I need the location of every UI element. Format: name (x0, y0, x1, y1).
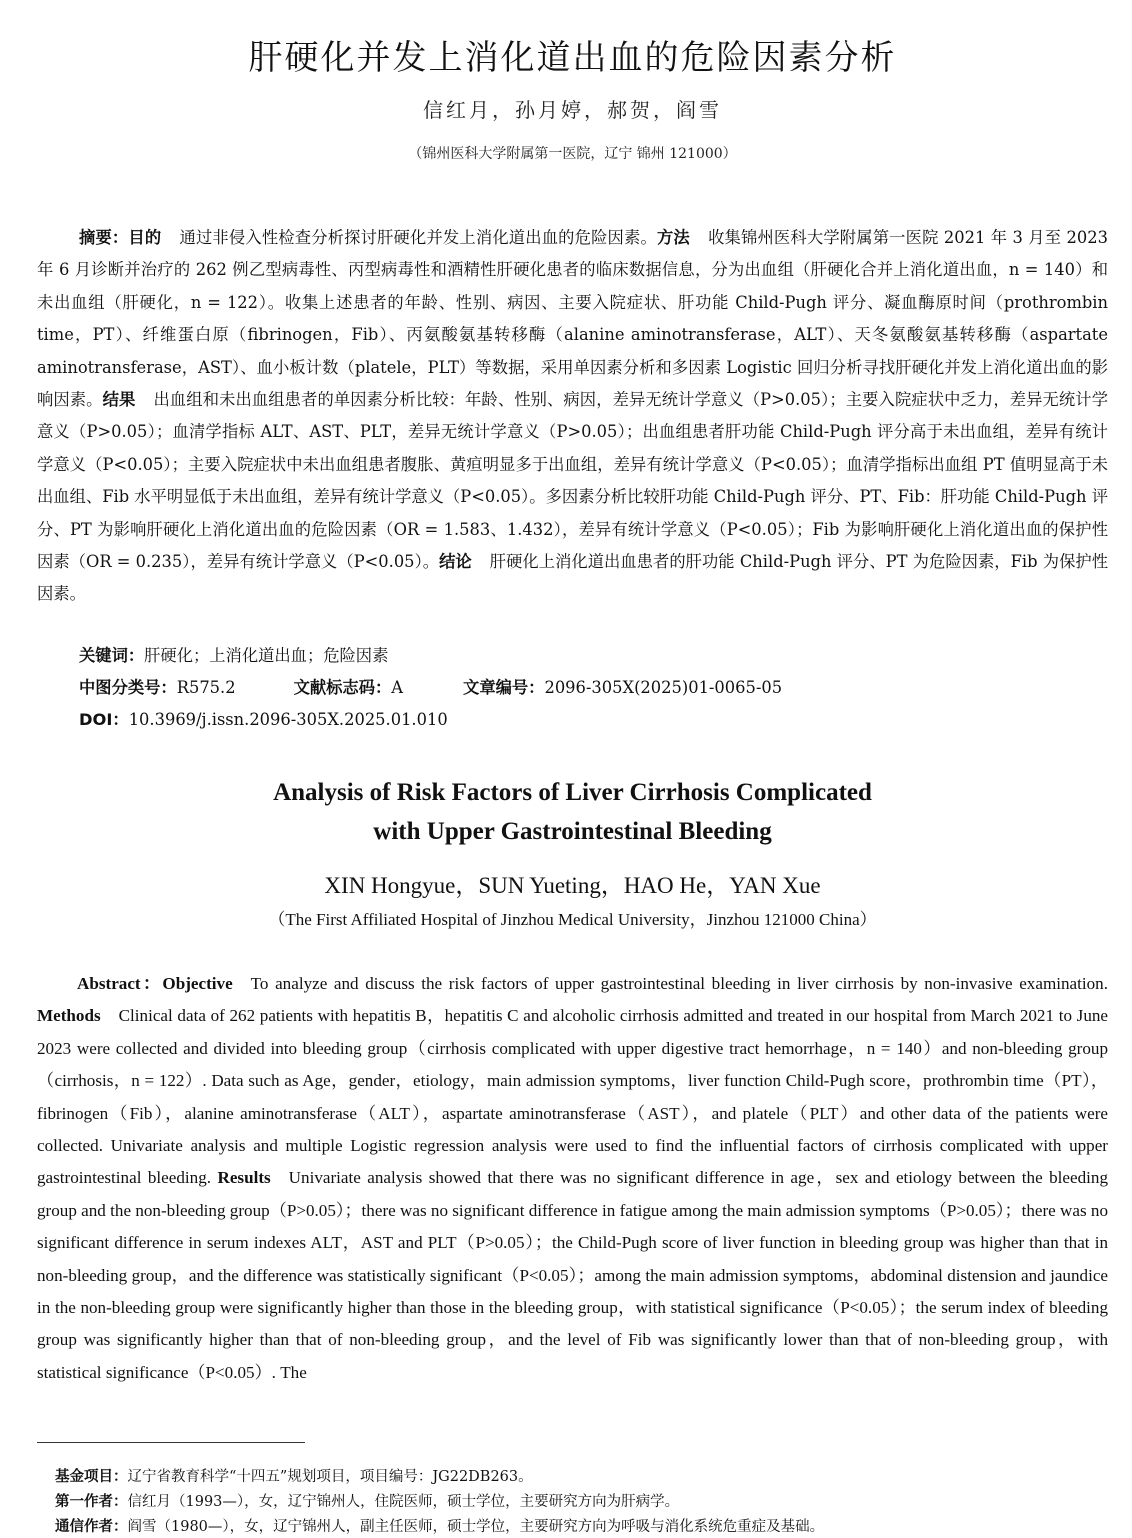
results-label-zh: 结果 (102, 390, 136, 410)
objective-label-zh: 目的 (128, 228, 162, 247)
results-text-en: Univariate analysis showed that there was no significant difference in age，sex and etiology between the bleeding group and the non-bleeding group（P>0.05）；there was no significant difference in fatigue among the main admission symptoms（P>0.05）；there was no significant difference in serum indexes ALT，AST and PLT（P>0.05）；the Child-Pugh score of liver function in bleeding group was higher than that in non-bleeding group，and the difference was statistically significant（P<0.05）；among the main admission symptoms，abdominal distension and jaundice in the non-bleeding group were significantly higher than those in the bleeding group，with statistical significance（P<0.05）；the serum index of bleeding group was significantly higher than that of non-bleeding group，and the level of Fib was significantly lower than that of non-bleeding group，with statistical significance（P<0.05）. The (37, 1168, 1108, 1382)
results-text-zh: 出血组和未出血组患者的单因素分析比较：年龄、性别、病因，差异无统计学意义（P>0.05）；主要入院症状中乏力，差异无统计学意义（P>0.05）；血清学指标 ALT、AST、PLT，差异无统计学意义（P>0.05）；出血组患者肝功能 Child-Pugh 评分高于未出血组，差异有统计学意义（P<0.05）；主要入院症状中未出血组患者腹胀、黄疸明显多于出血组，差异有统计学意义（P<0.05）；血清学指标出血组 PT 值明显高于未出血组、Fib 水平明显低于未出血组，差异有统计学意义（P<0.05）。多因素分析比较肝功能 Child-Pugh 评分、PT、Fib：肝功能 Child-Pugh 评分、PT 为影响肝硬化上消化道出血的危险因素（OR = 1.583、1.432），差异有统计学意义（P<0.05）；Fib 为影响肝硬化上消化道出血的保护性因素（OR = 0.235），差异有统计学意义（P<0.05）。 (37, 390, 1108, 572)
english-title-line-1: Analysis of Risk Factors of Liver Cirrhosis Complicated (273, 779, 872, 806)
english-authors: XIN Hongyue，SUN Yueting，HAO He，YAN Xue (324, 873, 821, 898)
keywords-line (79, 642, 388, 666)
corresponding-author-footnote (55, 1515, 824, 1536)
chinese-affiliation: （锦州医科大学附属第一医院，辽宁 锦州 121000） (408, 146, 737, 162)
keywords-text: 肝硬化；上消化道出血；危险因素 (144, 646, 389, 665)
methods-label-en: Methods (37, 1006, 101, 1026)
chinese-authors: 信红月，孙月婷，郝贺，阎雪 (423, 98, 722, 122)
article-no-value: 2096-305X(2025)01-0065-05 (544, 678, 783, 697)
fund-footnote (55, 1465, 533, 1486)
conclusion-label-zh: 结论 (439, 552, 472, 572)
conclusion-text-zh: 肝硬化上消化道出血患者的肝功能 Child-Pugh 评分、PT 为危险因素，Fib 为保护性因素。 (37, 552, 1108, 604)
english-abstract (37, 968, 1108, 1389)
classification-line (79, 674, 782, 698)
first-author-footnote (55, 1490, 679, 1511)
fund-text: 辽宁省教育科学“十四五”规划项目，项目编号：JG22DB263。 (127, 1469, 533, 1485)
doc-code-value: A (391, 678, 404, 697)
clc-label: 中图分类号： (79, 678, 177, 697)
keywords-label: 关键词： (79, 646, 145, 665)
corresponding-label: 通信作者： (55, 1519, 128, 1535)
results-label-en: Results (217, 1168, 271, 1188)
english-affiliation: （The First Affiliated Hospital of Jinzhou Medical University，Jinzhou 121000 China） (268, 910, 877, 929)
article-no-label: 文章编号： (463, 678, 545, 697)
objective-label-en: Objective (162, 974, 233, 993)
doc-code-label: 文献标志码： (293, 678, 392, 697)
doi-label: DOI： (79, 710, 129, 729)
first-author-text: 信红月（1993—），女，辽宁锦州人，住院医师，硕士学位，主要研究方向为肝病学。 (127, 1494, 680, 1510)
abstract-label-zh: 摘要： (79, 228, 129, 247)
english-title (37, 773, 1108, 851)
methods-label-zh: 方法 (656, 228, 690, 247)
english-title-line-2: with Upper Gastrointestinal Bleeding (373, 818, 772, 845)
chinese-abstract (37, 222, 1108, 611)
corresponding-text: 阎雪（1980—），女，辽宁锦州人，副主任医师，硕士学位，主要研究方向为呼吸与消化系统危重症及基础。 (127, 1519, 825, 1535)
chinese-title: 肝硬化并发上消化道出血的危险因素分析 (248, 38, 897, 78)
fund-label: 基金项目： (55, 1469, 128, 1485)
first-author-label: 第一作者： (55, 1494, 128, 1510)
methods-text-zh: 收集锦州医科大学附属第一医院 2021 年 3 月至 2023 年 6 月诊断并治疗的 262 例乙型病毒性、丙型病毒性和酒精性肝硬化患者的临床数据信息，分为出血组（肝硬化合并上消化道出血，n = 140）和未出血组（肝硬化，n = 122）。收集上述患者的年龄、性别、病因、主要入院症状、肝功能 Child-Pugh 评分、凝血酶原时间（prothrombin time，PT）、纤维蛋白原（fibrinogen，Fib）、丙氨酸氨基转移酶（alanine aminotransferase，ALT）、天冬氨酸氨基转移酶（aspartate aminotransferase，AST）、血小板计数（platele，PLT）等数据，采用单因素分析和多因素 Logistic 回归分析寻找肝硬化并发上消化道出血的影响因素。 (37, 228, 1108, 410)
abstract-label-en: Abstract： (77, 974, 163, 993)
methods-text-en: Clinical data of 262 patients with hepatitis B，hepatitis C and alcoholic cirrhosis admitted and treated in our hospital from March 2021 to June 2023 were collected and divided into bleeding group（cirrhosis complicated with upper digestive tract hemorrhage，n = 140）and non-bleeding group（cirrhosis，n = 122）. Data such as Age，gender，etiology，main admission symptoms，liver function Child-Pugh score，prothrombin time（PT），fibrinogen（Fib），alanine aminotransferase（ALT），aspartate aminotransferase（AST），and platele（PLT）and other data of the patients were collected. Univariate analysis and multiple Logistic regression analysis were used to find the influential factors of cirrhosis complicated with upper gastrointestinal bleeding. (37, 1006, 1108, 1188)
doi-value: 10.3969/j.issn.2096-305X.2025.01.010 (128, 710, 448, 729)
objective-text-zh: 通过非侵入性检查分析探讨肝硬化并发上消化道出血的危险因素。 (179, 228, 657, 247)
clc-value: R575.2 (176, 678, 236, 697)
doi-line (79, 706, 448, 730)
footnote-divider (37, 1442, 305, 1443)
objective-text-en: To analyze and discuss the risk factors of upper gastrointestinal bleeding in liver cirrhosis by non-invasive examination. (250, 974, 1108, 993)
